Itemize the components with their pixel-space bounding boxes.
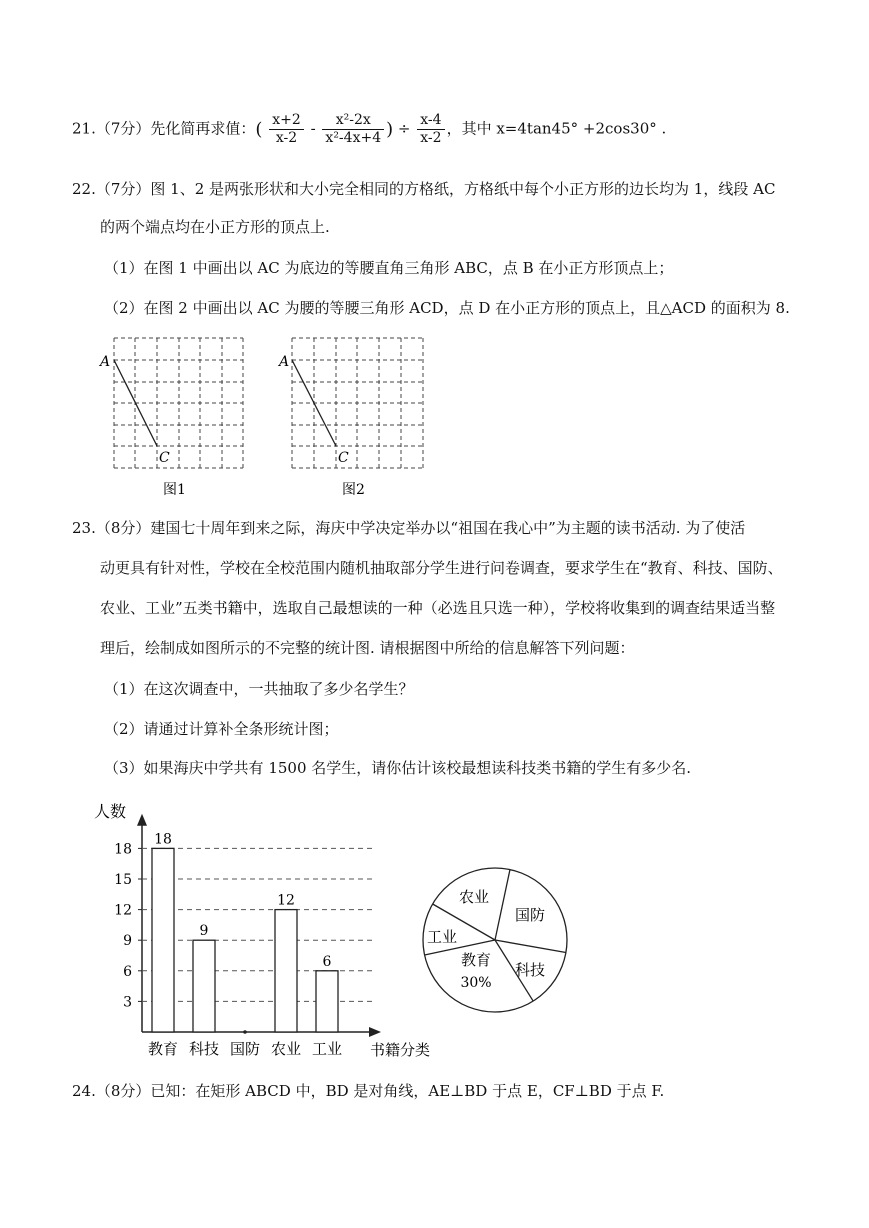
bar-data-label: 6 [322, 953, 332, 970]
x-tick-label: 科技 [188, 1040, 220, 1058]
figure-2-point-c: C [338, 450, 349, 466]
pie-slice-label: 教育 [460, 951, 492, 969]
bar [316, 971, 338, 1032]
q23-sub1: （1）在这次调查中，一共抽取了多少名学生？ [104, 680, 414, 698]
grid-figures [95, 330, 435, 500]
q23-line4: 理后，绘制成如图所示的不完整的统计图. 请根据图中所给的信息解答下列问题： [100, 639, 635, 657]
x-tick-label: 工业 [311, 1040, 343, 1058]
q23-line3: 农业、工业”五类书籍中，选取自己最想读的一种（必选且只选一种），学校将收集到的调查结果适当整 [100, 599, 776, 617]
bar-data-label: 12 [277, 892, 295, 909]
y-tick-label: 18 [114, 841, 132, 858]
pie-chart-marks [423, 868, 567, 1012]
q22-sub1: （1）在图 1 中画出以 AC 为底边的等腰直角三角形 ABC，点 B 在小正方形顶点上； [104, 259, 674, 277]
q21-points: （7分） [95, 119, 151, 138]
pie-slice-label: 科技 [514, 961, 546, 979]
bar-chart-xlabel: 书籍分类 [370, 1041, 431, 1059]
pie-chart [410, 860, 580, 1025]
q21-number: 21. [72, 119, 96, 138]
q23-line2: 动更具有针对性，学校在全校范围内随机抽取部分学生进行问卷调查，要求学生在“教育、科技、国防、 [100, 559, 783, 577]
y-tick-label: 6 [123, 963, 132, 980]
y-tick-label: 12 [114, 902, 132, 919]
x-tick-label: 教育 [147, 1040, 179, 1058]
y-axis-arrow [137, 814, 147, 826]
q24-line1: 24.（8分）已知：在矩形 ABCD 中，BD 是对角线，AE⊥BD 于点 E，CF⊥BD 于点 F. [72, 1082, 665, 1100]
pie-slice-percent: 30% [460, 975, 492, 991]
pie-slice-label: 工业 [426, 928, 458, 946]
bar-placeholder-dot [243, 1030, 247, 1034]
bar [275, 910, 297, 1032]
pie-slice-label: 农业 [458, 888, 490, 906]
bar [193, 940, 215, 1032]
q23-sub3: （3）如果海庆中学共有 1500 名学生，请你估计该校最想读科技类书籍的学生有多少名. [104, 759, 692, 777]
q21-frac1: $\frac{x+2}{x-2}$ [269, 112, 304, 147]
y-tick-label: 15 [114, 872, 132, 888]
y-tick-label: 9 [123, 933, 132, 950]
q22-sub2: （2）在图 2 中画出以 AC 为腰的等腰三角形 ACD，点 D 在小正方形的顶点上，且△ACD 的面积为 8. [104, 299, 790, 317]
bar-data-label: 18 [154, 831, 172, 848]
x-tick-label: 农业 [270, 1040, 302, 1058]
q21-frac2: $\frac{\text{x²-2x}}{\text{x²-4x+4}}$ [322, 112, 384, 147]
x-axis-arrow [369, 1027, 381, 1037]
bar-data-label: 9 [199, 923, 209, 940]
pie-slice-label: 国防 [514, 906, 546, 924]
bar-chart [92, 795, 442, 1060]
bar [152, 848, 174, 1032]
figure-2-grid [292, 338, 423, 468]
figure-2-label: 图2 [342, 482, 365, 498]
figure-2-point-a: A [279, 354, 290, 370]
x-tick-label: 国防 [229, 1040, 261, 1058]
figure-1-label: 图1 [163, 482, 186, 498]
q21-line: 21.（7分）先化简再求值：( $\frac{x+2}{x-2}$ - $\frac{\text{x²-2x}}{\text{x²-4x+4}}$ ) ÷ $\frac{x-4}{x-2}$ ，其中 x=4tan45° +2cos30° . [72, 112, 667, 146]
y-tick-label: 3 [123, 994, 132, 1011]
q22-line1: 22.（7分）图 1、2 是两张形状和大小完全相同的方格纸，方格纸中每个小正方形的边长均为 1，线段 AC [72, 180, 776, 198]
q23-sub2: （2）请通过计算补全条形统计图； [104, 720, 339, 738]
q22-line2: 的两个端点均在小正方形的顶点上. [100, 218, 330, 236]
bar-chart-ylabel: 人数 [94, 802, 127, 821]
q21-frac3: $\frac{x-4}{x-2}$ [417, 112, 444, 147]
figure-1-grid [114, 338, 243, 468]
figure-1-point-c: C [159, 450, 170, 466]
q23-line1: 23.（8分）建国七十周年到来之际，海庆中学决定举办以“祖国在我心中”为主题的读书活动. 为了使活 [72, 519, 746, 537]
q21-intro: 先化简再求值： [150, 119, 256, 138]
figure-1-point-a: A [100, 354, 111, 370]
q21-tail: ，其中 x=4tan45° +2cos30° . [446, 119, 667, 138]
bar-chart-marks [114, 814, 381, 1058]
